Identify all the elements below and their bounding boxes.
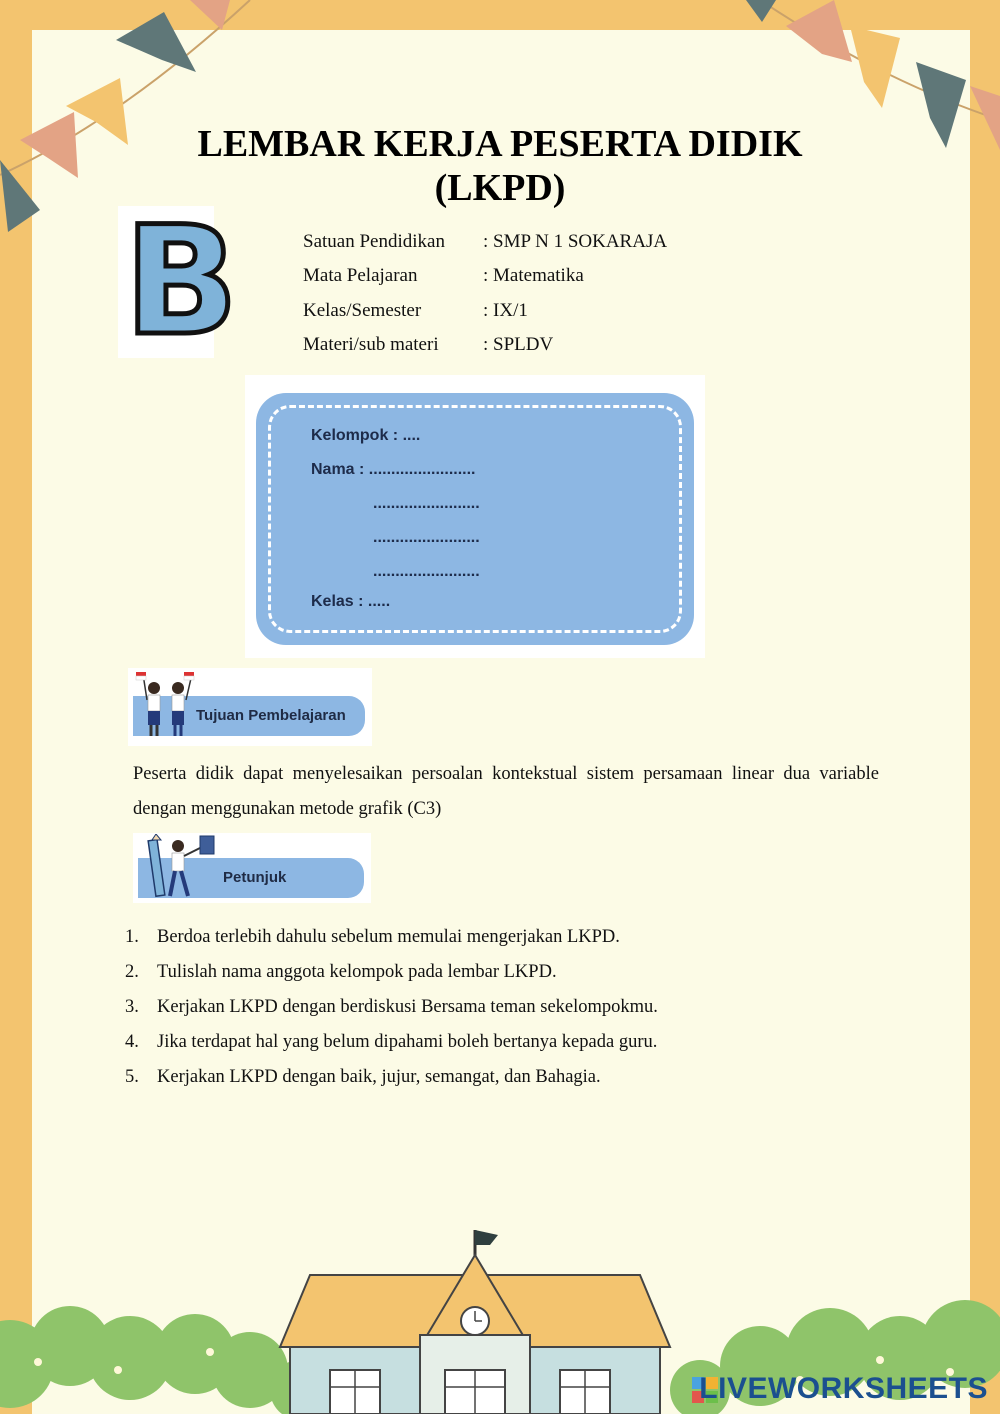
- group-card-frame: [245, 375, 705, 658]
- info-value: : SMP N 1 SOKARAJA: [483, 231, 668, 252]
- list-item: [125, 993, 658, 1028]
- item-number: 4.: [125, 1032, 139, 1052]
- instruction-list: [125, 923, 658, 1098]
- list-item: [125, 958, 658, 993]
- flag-pink: [190, 0, 230, 30]
- info-row-mapel: [303, 262, 584, 290]
- info-label: Mata Pelajaran: [303, 265, 418, 286]
- info-value: : SPLDV: [483, 334, 554, 355]
- list-item: [125, 1063, 658, 1098]
- info-value: : IX/1: [483, 300, 528, 321]
- card-dots: ........................: [373, 495, 480, 512]
- letter-b: B: [124, 195, 239, 369]
- item-text: Tulislah nama anggota kelompok pada lembar LKPD.: [157, 962, 557, 982]
- item-number: 5.: [125, 1067, 139, 1087]
- liveworksheets-watermark: LIVEWORKSHEETS: [699, 1372, 988, 1405]
- item-text: Kerjakan LKPD dengan berdiskusi Bersama teman sekelompokmu.: [157, 997, 658, 1017]
- tujuan-heading: Tujuan Pembelajaran: [196, 707, 346, 724]
- info-label: Satuan Pendidikan: [303, 231, 445, 252]
- info-row-satuan: [303, 228, 667, 256]
- item-text: Jika terdapat hal yang belum dipahami boleh bertanya kepada guru.: [157, 1032, 658, 1052]
- letter-b-box: [118, 195, 239, 369]
- school-building-illustration: [270, 1225, 680, 1414]
- card-nama: Nama : ........................: [311, 461, 476, 478]
- info-label: Materi/sub materi: [303, 334, 439, 355]
- item-text: Berdoa terlebih dahulu sebelum memulai mengerjakan LKPD.: [157, 927, 620, 947]
- card-dots: ........................: [373, 529, 480, 546]
- info-row-kelas: [303, 297, 528, 325]
- petunjuk-heading: Petunjuk: [223, 869, 287, 886]
- info-row-materi: [303, 331, 553, 359]
- card-kelompok: Kelompok : ....: [311, 427, 421, 444]
- page-title-line1: LEMBAR KERJA PESERTA DIDIK: [197, 123, 803, 165]
- item-text: Kerjakan LKPD dengan baik, jujur, semangat, dan Bahagia.: [157, 1067, 601, 1087]
- students-flag-icon: [134, 670, 198, 740]
- list-item: [125, 923, 658, 958]
- flag-yellow: [850, 26, 900, 108]
- flag-gray: [746, 0, 776, 22]
- flag-pink: [786, 0, 852, 62]
- info-label: Kelas/Semester: [303, 300, 422, 321]
- student-pencil-icon: [146, 834, 222, 900]
- card-kelas: Kelas : .....: [311, 593, 391, 610]
- tujuan-text: Peserta didik dapat menyelesaikan persoalan kontekstual sistem persamaan linear dua variable dengan menggunakan metode grafik (C3): [133, 764, 879, 819]
- item-number: 2.: [125, 962, 139, 982]
- info-value: : Matematika: [483, 265, 584, 286]
- item-number: 1.: [125, 927, 139, 947]
- flag-gray: [116, 12, 196, 72]
- card-dots: ........................: [373, 563, 480, 580]
- item-number: 3.: [125, 997, 139, 1017]
- list-item: [125, 1028, 658, 1063]
- page-title-line2: (LKPD): [434, 167, 566, 209]
